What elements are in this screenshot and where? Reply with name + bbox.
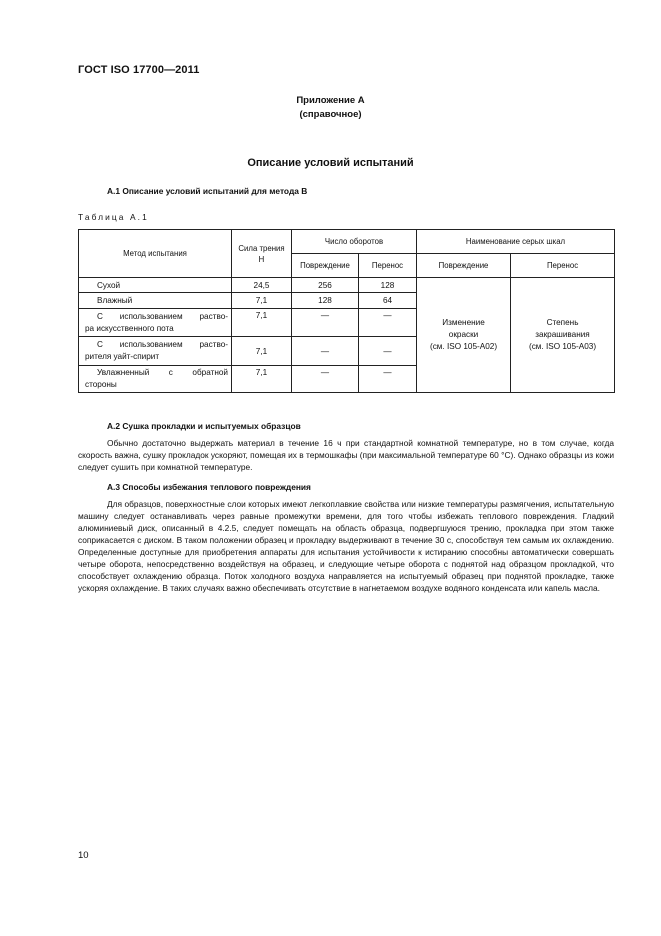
method-line1: С использованием раство- [97,311,228,321]
method-line2: рителя уайт-спирит [85,352,160,361]
damage-cell: — [292,366,359,393]
scale-damage-cell [417,278,511,393]
header-force-line1: Сила трения [238,243,285,253]
scale-transfer-line2: закрашивания [535,330,590,339]
damage-cell: — [292,309,359,337]
transfer-cell: — [359,309,417,337]
force-cell: 7,1 [232,309,292,337]
transfer-cell: 128 [359,278,417,293]
header-force-line2: Н [258,254,265,264]
damage-cell: 128 [292,293,359,309]
damage-cell: — [292,337,359,366]
scale-damage-line3: (см. ISO 105-A02) [429,342,498,351]
method-line2: стороны [85,380,117,389]
conditions-table [78,229,615,393]
method-cell [79,337,232,366]
table-caption: Таблица А.1 [78,212,149,222]
scale-transfer-line1: Степень [546,318,579,327]
header-scale-damage: Повреждение [417,254,511,278]
header-force [232,230,292,278]
page-number: 10 [78,850,89,861]
header-damage: Повреждение [292,254,359,278]
header-method: Метод испытания [79,230,232,278]
section-a3-heading: А.3 Способы избежания теплового повреждения [107,482,311,492]
table-row [79,278,615,293]
scale-transfer-cell [511,278,615,393]
section-a1-heading: А.1 Описание условий испытаний для метода В [107,186,308,196]
table-header-row [79,230,615,254]
annex-heading [0,94,661,122]
method-cell [79,309,232,337]
force-cell: 7,1 [232,293,292,309]
force-cell: 24,5 [232,278,292,293]
damage-cell: 256 [292,278,359,293]
section-a2-paragraph: Обычно достаточно выдержать материал в течение 16 ч при стандартной комнатной температуре, но в том случае, когда скорость важна, сушку прокладок ускоряют, помещая их в термошкафы (при максимальной температуре 60 °С). Однако образцы из кожи следует сушить при комнатной температуре. [78,438,614,473]
transfer-cell: 64 [359,293,417,309]
method-line1: С использованием раство- [97,340,228,349]
transfer-cell: — [359,337,417,366]
scale-transfer-line3: (см. ISO 105-A03) [528,342,597,351]
method-line2: ра искусственного пота [85,323,174,333]
force-cell: 7,1 [232,337,292,366]
section-a2-text [78,437,614,473]
method-cell: Сухой [79,278,232,293]
transfer-cell: — [359,366,417,393]
annex-type: (справочное) [299,109,362,120]
main-title: Описание условий испытаний [247,157,414,169]
header-rotations: Число оборотов [292,230,417,254]
header-transfer: Перенос [359,254,417,278]
section-a2-heading: А.2 Сушка прокладки и испытуемых образцов [107,421,301,431]
scale-damage-line2: окраски [448,330,479,339]
document-header: ГОСТ ISO 17700—2011 [78,64,200,76]
header-scale-transfer: Перенос [511,254,615,278]
method-cell [79,366,232,393]
section-a3-paragraph: Для образцов, поверхностные слои которых имеют легкоплавкие свойства или низкие температуры размягчения, испытательную машину следует останавливать через равные промежутки времени, для того чтобы избежать теплового повреждения. Гладкий алюминиевый диск, описанный в 4.2.5, следует помещать на область образца, подвергшуюся трению, прокладка при этом также соприкасается с диском. В таком положении образец и прокладку выдерживают в течение 30 с, способствуя тем самым их охлаждению. Определенные доступные для приобретения аппараты для испытания устойчивости к истиранию способны автоматически совершать четыре оборота, непосредственно воздействуя на образец, и следующие четыре оборота с поднятой над образцом прокладкой, что способствует охлаждению образца. Поток холодного воздуха направляется на испытуемый образец при поднятой прокладке, также ускоряя охлаждение. В таких случаях важно обеспечивать отсутствие в нагнетаемом воздухе водяного конденсата или капель масла. [78,499,614,594]
section-a3-text [78,498,614,594]
annex-title: Приложение А [296,95,365,106]
force-cell: 7,1 [232,366,292,393]
header-grey-scales: Наименование серых шкал [417,230,615,254]
method-line1: Увлажненный с обратной [97,368,228,377]
method-cell: Влажный [79,293,232,309]
scale-damage-line1: Изменение [442,318,485,327]
